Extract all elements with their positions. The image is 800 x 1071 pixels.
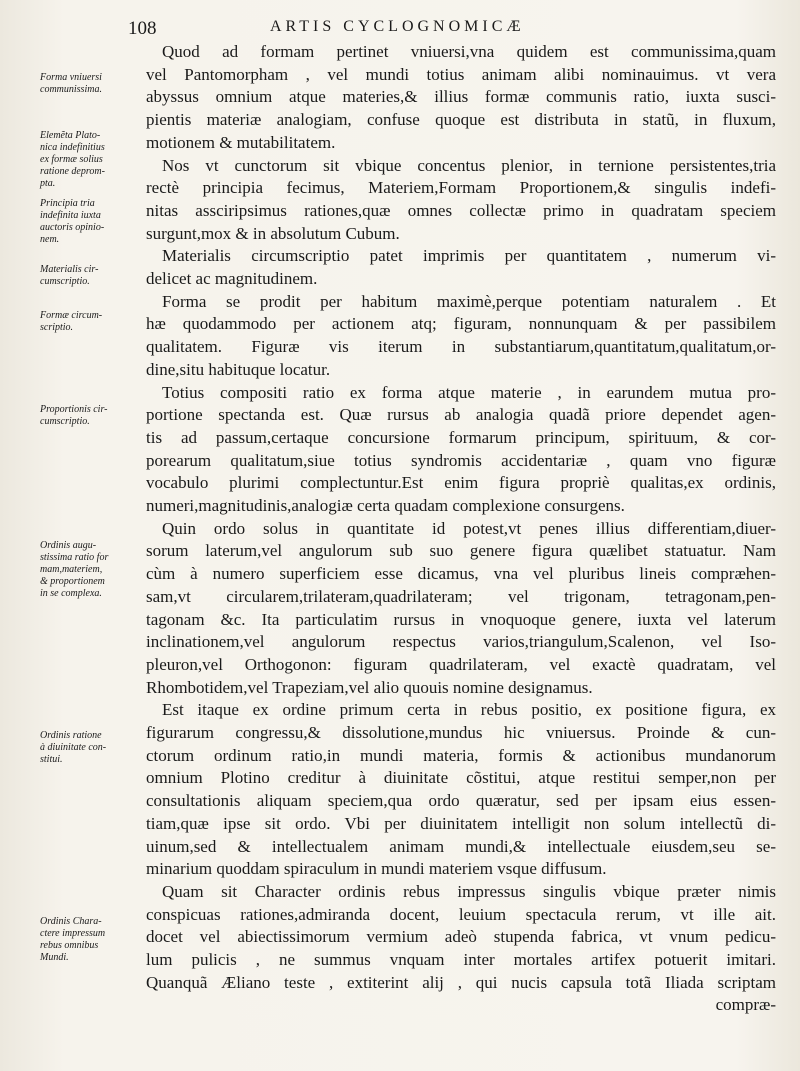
text-line: vel Pantomorpham , vel mundi totius animam alibi nominauimus. vt vera — [146, 64, 776, 84]
text-line: docet vel abiectissimorum vermium adeò stupenda fabrica, vt vnum pedicu- — [146, 927, 776, 947]
text-line: dine,situ habituque locatur. — [146, 359, 331, 379]
margin-note: Ordinis ratione à diuinitate con- stitui. — [40, 730, 107, 765]
margin-note: Elemẽta Plato- nica indefinitius ex formæ solius ratione deprom- pta. — [40, 130, 105, 189]
text-line: tagonam &c. Ita particulatim rursus in vnoquoque genere, iuxta vel laterum — [146, 609, 776, 629]
text-line: vocabulo plurimi complectuntur.Est enim figura propriè qualitas,ex ordinis, — [146, 473, 776, 493]
text-line: motionem & mutabilitatem. — [146, 132, 336, 152]
text-line: consultationis aliquam speciem,qua ordo quæratur, sed per ipsam eius essen- — [146, 791, 776, 811]
text-line: Materialis circumscriptio patet imprimis per quantitatem , numerum vi- — [162, 246, 776, 266]
page-number: 108 — [128, 18, 157, 39]
text-line: Nos vt cunctorum sit vbique concentus plenior, in ternione persistentes,tria — [162, 155, 776, 175]
margin-note: Ordinis augu- stissima ratio for mam,materiem, & proportionem in se complexa. — [40, 540, 109, 599]
text-line: abyssus omnium atque materies,& illius formæ communis ratio, iuxta susci- — [146, 87, 776, 107]
text-line: porearum qualitatum,siue totius syndromis accidentariæ , quam vno figuræ — [146, 450, 776, 470]
text-line: minarium quoddam spiraculum in mundi materiem vsque diffusum. — [146, 859, 607, 879]
text-line: surgunt,mox & in absolutum Cubum. — [146, 223, 400, 243]
text-line: hæ quodammodo per actionem atq; figuram, nonnunquam & per passibilem — [146, 314, 776, 334]
text-line: pleuron,vel Orthogonon: figuram quadrilateram, vel exactè quadratam, vel — [146, 654, 776, 674]
text-line: lum pulicis , ne summus vnquam inter mortales artifex potuerit imitari. — [146, 950, 776, 969]
text-line: sorum laterum,vel angulorum sub suo genere figura quælibet statuatur. Nam — [146, 541, 776, 561]
text-line: conspicuas rationes,admiranda docent, leuium spectacula rerum, vt ille ait. — [146, 904, 776, 924]
text-line: rectè principia fecimus, Materiem,Formam Proportionem,& singulis indefi- — [146, 178, 776, 198]
text-line: Quod ad formam pertinet vniuersi,vna quidem est communissima,quam — [162, 42, 776, 61]
margin-note: Formæ circum- scriptio. — [40, 310, 103, 333]
margin-note: Ordinis Chara- ctere impressum rebus omnibus Mundi. — [40, 916, 106, 963]
text-line: Totius compositi ratio ex forma atque materie , in earundem mutua pro- — [162, 382, 776, 402]
text-line: ctorum ordinum ratio,in mundi materia, formis & actionibus mundanorum — [146, 745, 776, 765]
text-line: omnium Plotino creditur à diuinitate cõstitui, atque restitui semper,non per — [146, 768, 776, 788]
text-line: cùm à numero superficiem esse dicamus, vna vel pluribus lineis compræhen- — [146, 564, 776, 584]
text-line: Quanquã Æliano teste , extiterint alij , qui nucis capsula totã Iliada scriptam — [146, 972, 776, 992]
text-line: numeri,magnitudinis,analogiæ certa quadam complexione consurgens. — [146, 496, 625, 515]
text-line: pientis materiæ analogiam, confuse quoque est distributa in statũ, in fluxum, — [146, 110, 776, 130]
text-line: delicet ac magnitudinem. — [146, 269, 318, 288]
margin-note: Forma vniuersi communissima. — [40, 72, 102, 95]
text-line: Rhombotidem,vel Trapeziam,vel alio quouis nomine designamus. — [146, 677, 593, 697]
text-line: inclinationem,vel angulorum respectus varios,triangulum,Scalenon, vel Iso- — [146, 632, 776, 652]
running-head: ARTIS CYCLOGNOMICÆ — [270, 18, 525, 35]
margin-note: Proportionis cir- cumscriptio. — [40, 404, 108, 427]
text-line: tis ad passum,certaque concursione formarum principum, spirituum, & cor- — [146, 427, 776, 447]
text-line: nitas assciripsimus rationes,quæ omnes collectæ primo in quadratam speciem — [146, 200, 776, 220]
margin-note: Materialis cir- cumscriptio. — [40, 264, 99, 287]
text-line: Est itaque ex ordine primum certa in rebus positio, ex positione figura, ex — [162, 700, 776, 720]
text-line: Forma se prodit per habitum maximè,perque potentiam naturalem . Et — [162, 291, 776, 311]
text-line: sam,vt circularem,trilateram,quadrilateram; vel trigonam, tetragonam,pen- — [146, 586, 776, 606]
text-line: figurarum congressu,& dissolutione,mundus hic vniuersus. Proinde & cun- — [146, 723, 776, 742]
margin-note: Principia tria indefinita iuxta auctoris opinio- nem. — [40, 198, 105, 245]
text-line: uinum,sed & intellectualem animam mundi,& intellectuale eiusdem,seu se- — [146, 836, 776, 856]
text-line: Quam sit Character ordinis rebus impressus singulis vbique præter nimis — [162, 881, 776, 901]
text-line: Quin ordo solus in quantitate id potest,vt penes illius differentiam,diuer- — [162, 518, 776, 538]
catchword: compræ- — [715, 995, 776, 1015]
text-line: qualitatem. Figuræ vis iterum in substantiarum,quantitatum,qualitatum,or- — [146, 337, 776, 357]
text-line: tiam,quæ ipse sit ordo. Vbi per diuinitatem intelligit non solum intellectũ di- — [146, 813, 776, 833]
text-line: portione spectanda est. Quæ rursus ab analogia quadã priore dependet agen- — [146, 405, 776, 425]
